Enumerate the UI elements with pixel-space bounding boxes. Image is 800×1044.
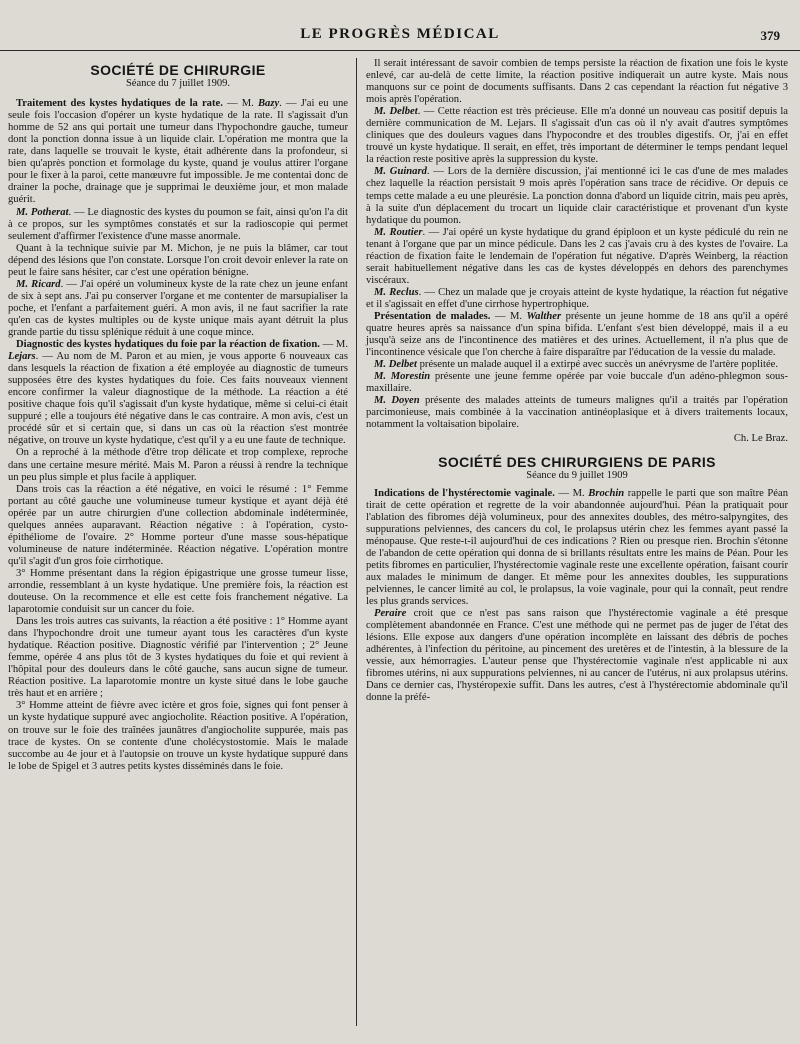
article-paragraph: M. Potherat. — Le diagnostic des kystes du poumon se fait, ainsi qu'on l'a dit à ce propos, sur les symptômes constatés et sur la radioscopie qui permet seulement d'affirmer l'existence d'une masse anormale. [8, 206, 349, 242]
section-date: Séance du 7 juillet 1909. [125, 78, 231, 90]
topic-heading: Traitement des kystes hydatiques de la rate. [16, 98, 223, 110]
article-paragraph: Peraire croit que ce n'est pas sans raison que l'hystérectomie vaginale a été presque complètement abandonnée en France. C'est une méthode qui ne permet pas de juger de l'état des lésions. Elle expose aux dangers d'une opération incomplète en laissant des débris de poches adhérentes, à l'infection du péritoine, au pincement des uretères et de l'intestin, à la blessure de la vessie, aux hémorragies. L'auteur pense que l'hystérectomie vaginale n'est applicable ni aux fibromes utérins, ni aux suppurations pelviennes, ni au cancer de l'utérus, ni aux prolapsus utérins. Dans ce dernier cas, l'hystéropexie suffit. Dans les autres, c'est à l'hystérectomie abdominale qu'il donne la préfé- [366, 608, 788, 704]
section-date: Séance du 9 juillet 1909 [526, 469, 628, 481]
speaker-name: M. Guinard [374, 166, 427, 178]
section-title-chirurgiens-paris: SOCIÉTÉ DES CHIRURGIENS DE PARIS [438, 453, 716, 470]
article-paragraph: Présentation de malades. — M. Walther présente un jeune homme de 18 ans qu'il a opéré quatre heures après sa naissance d'un spina bifida. L'enfant s'est bien développé, mais il a eu jusqu'à seize ans de l'incontinence des matières et des urines. Actuellement, il n'a plus que de l'incontinence vésicale que l'on cherche à faire disparaître par l'éducation de la vessie du malade. [366, 310, 788, 359]
speaker-name: Peraire [374, 608, 407, 620]
speaker-name: M. Ricard [16, 278, 61, 290]
right-column [366, 58, 788, 704]
speaker-name: Walther [526, 310, 562, 322]
journal-title: LE PROGRÈS MÉDICAL [300, 26, 500, 42]
article-paragraph: Traitement des kystes hydatiques de la rate. — M. Bazy. — J'ai eu une seule fois l'occasion d'opérer un kyste hydatique de la rate. Il s'agissait d'un homme de 52 ans qui portait une tumeur dans l'hypochondre gauche, tumeur dont la ponction donna issue à un liquide clair. L'opération me montra que la rate, dans laquelle se trouvait le kyste, était adhérente dans la profondeur, si bien qu'après ponction et formolage du kyste, quand je voulus attirer l'organe pour le fixer à la paroi, cette manœuvre fut impossible. Je me contentai donc de drainer la poche, drainage que je supprimai le deuxième jour, et mon malade guérit. [8, 98, 348, 206]
article-paragraph: M. Delbet. — Cette réaction est très précieuse. Elle m'a donné un nouveau cas positif depuis la dernière communication de M. Lejars. Il s'agissait d'un cas où il n'y avait d'autres symptômes cliniques que des douleurs vagues dans l'hypocondre et des troubles digestifs. Or, j'ai en effet trouvé un kyste hydatique. Il serait, en effet, très important de déterminer le temps pendant lequel la réaction reste positive après la suppression du kyste. [366, 106, 788, 166]
article-paragraph: M. Routier. — J'ai opéré un kyste hydatique du grand épiploon et un kyste pédiculé du rein ne tenant à l'organe que par un mince pédicule. Dans les 2 cas j'avais cru à des kystes de l'ovaire. La réaction de fixation faite le lendemain de l'opération fut négative. D'après Weinberg, la réaction serait habituellement négative dans les cas de kystes développés en dehors des parenchymes viscéraux. [366, 226, 789, 286]
author-signature: Ch. Le Braz. [733, 433, 788, 445]
speaker-name: Bazy [257, 98, 280, 110]
speaker-name: M. Morestin [374, 371, 431, 383]
article-paragraph: Diagnostic des kystes hydatiques du foie par la réaction de fixation. — M. Lejars. — Au nom de M. Paron et au mien, je vous apporte 6 nouveaux cas dans lesquels la réaction de fixation a été employée au diagnostic de tumeurs supposées être des kystes hydatiques du foie. Ces faits nouveaux viennent encore confirmer la valeur diagnostique de la méthode. La réaction a été positive chaque fois qu'il s'agissait d'un kyste hydatique, même si celui-ci était suppuré ; elle a toujours été négative dans le cas contraire. A mon avis, c'est un procédé sûr et si certain que, si dans un cas où la réaction s'est montrée négative, on trouve un kyste hydatique, c'est qu'il y a eu une faute de technique. [8, 339, 349, 447]
page-number: 379 [760, 28, 780, 43]
speaker-name: M. Delbet [374, 106, 418, 118]
topic-heading: Indications de l'hystérectomie vaginale. [374, 487, 555, 499]
article-paragraph: M. Delbet présente un malade auquel il a extirpé avec succès un anévrysme de l'artère poplitée. [374, 359, 779, 371]
page-header [0, 22, 800, 51]
speaker-name: M. Doyen [374, 395, 420, 407]
article-paragraph: M. Guinard. — Lors de la dernière discussion, j'ai mentionné ici le cas d'une de mes malades chez laquelle la réaction persistait 9 mois après l'opération sans trace de récidive. Or depuis ce temps cette malade a eu une pleurésie. La ponction donna d'abord un liquide citrin, mais peu après, à la suite d'un déplacement du trocart un liquide clair caractéristique et provenant d'un kyste hydatique du poumon. [366, 166, 788, 226]
speaker-name: M. Potherat [16, 206, 69, 218]
article-paragraph: M. Morestin présente une jeune femme opérée par voie buccale d'un adéno-phlegmon sous-maxillaire. [366, 371, 788, 395]
column-divider [356, 58, 357, 1026]
article-paragraph: Il serait intéressant de savoir combien de temps persiste la réaction de fixation une fois le kyste enlevé, car au-delà de cette limite, la réaction positive indiquerait un autre kyste. Mais nous manquons sur ce point de documents suffisants. Dans 2 cas cependant la réaction fut négative 3 mois après l'opération. [366, 58, 788, 106]
topic-heading: Diagnostic des kystes hydatiques du foie par la réaction de fixation. [16, 339, 320, 351]
section-title-societe-chirurgie: SOCIÉTÉ DE CHIRURGIE [90, 62, 266, 78]
speaker-name: M. Reclus [374, 286, 419, 298]
article-paragraph: M. Reclus. — Chez un malade que je croyais atteint de kyste hydatique, la réaction fut négative et il s'agissait en effet d'une cirrhose hypertrophique. [366, 286, 788, 310]
article-paragraph: Quant à la technique suivie par M. Michon, je ne puis la blâmer, car tout dépend des lésions que l'on constate. Lorsque l'on croit devoir enlever la rate on peut le faire sans hésiter, car c'est une opération bénigne. [8, 242, 348, 278]
speaker-name: M. Routier [374, 226, 423, 238]
article-paragraph: 3° Homme présentant dans la région épigastrique une grosse tumeur lisse, arrondie, ressemblant à un kyste hydatique. Une première fois, la réaction est douteuse. On la recommence et elle est cette fois franchement négative. La laparotomie conduisit sur un cancer du foie. [8, 567, 348, 616]
left-column [8, 58, 348, 773]
article-paragraph: Dans les trois autres cas suivants, la réaction a été positive : 1° Homme ayant dans l'hypochondre droit une tumeur ayant tous les caractères d'un kyste hydatique. Réaction positive. Diagnostic vérifié par l'intervention ; 2° Jeune femme, opérée 4 ans plus tôt de 3 kystes hydatiques du foie et qui revient à l'hôpital pour des douleurs dans le côté gauche, sans aucun signe de tumeur. Réaction positive. La laparotomie montre un kyste situé dans le lobe gauche très haut et en arrière ; [8, 616, 348, 700]
article-paragraph: 3° Homme atteint de fièvre avec ictère et gros foie, signes qui font penser à un kyste hydatique suppuré avec angiocholite. Réaction positive. A l'opération, on trouve sur le foie des traînées jaunâtres d'angiocholite suppurée, mais pas trace de kystes. On se contente d'une cholécystostomie. Mais le malade succombe au 4e jour et à l'autopsie on trouve un kyste hydatique suppuré dans le lobe de Spigel et 3 autres petits kystes disséminés dans le foie. [8, 700, 348, 772]
speaker-name: Brochin [588, 487, 625, 499]
speaker-name: Lejars [8, 351, 36, 363]
article-paragraph: M. Ricard. — J'ai opéré un volumineux kyste de la rate chez un jeune enfant de six à sept ans. J'ai pu conserver l'organe et me contenter de marsupialiser la poche, et l'enfant a parfaitement guéri. A mon avis, il ne faut sacrifier la rate qu'en cas de kystes multiples ou de kyste unique mais ayant détruit la plus grande partie du tissu splénique réduit à une coque mince. [8, 278, 348, 338]
article-paragraph: Indications de l'hystérectomie vaginale. — M. Brochin rappelle le parti que son maître Péan tirait de cette opération et regrette de la voir abandonnée aujourd'hui. Péan la pratiquait pour l'ablation des fibromes déjà volumineux, pour des annexites doubles, des métro-salpyngites, des suppurations pelviennes, des cancers du col, le prolapsus utérin chez les femmes ayant passé la ménopause. Que reste-t-il aujourd'hui de ces indications ? Rien ou presque rien. Brochin s'étonne de l'abandon de cette opération qui donna de si brillants résultats entre les mains de Péan. Pour les petits fibromes en particulier, l'hystérectomie vaginale reste une excellente opération, faisant courir aux malades le minimum de danger. Et même pour les annexites doubles, les suppurations pelviennes, le cancer limité au col, le prolapsus, la voie vaginale, pour qui la connaît, peut rendre les plus grands services. [366, 487, 788, 608]
topic-heading: Présentation de malades. [374, 310, 491, 322]
article-paragraph: On a reproché à la méthode d'être trop délicate et trop complexe, reproche dans une certaine mesure mérité. Mais M. Paron a réussi à rendre la technique un peu plus simple et plus facile à appliquer. [8, 447, 348, 483]
speaker-name: M. Delbet [374, 359, 417, 371]
article-paragraph: Dans trois cas la réaction a été négative, en voici le résumé : 1° Femme portant au côté gauche une volumineuse tumeur kystique et ayant déjà été opérée par un autre chirurgien d'une collection abdominale indéterminée, quelques années auparavant. Réaction négative : à l'opération, cysto-épithéliome de l'ovaire. 2° Homme porteur d'une masse sous-hépatique volumineuse de nature indéterminée. Réaction négative. L'opération montre qu'il s'agit d'un gros foie cirrhotique. [8, 483, 348, 567]
article-paragraph: M. Doyen présente des malades atteints de tumeurs malignes qu'il a traités par l'opération parcimonieuse, mais combinée à la vaccination antinéoplasique et à divers traitements locaux, notamment la voltaisation bipolaire. [366, 395, 788, 431]
